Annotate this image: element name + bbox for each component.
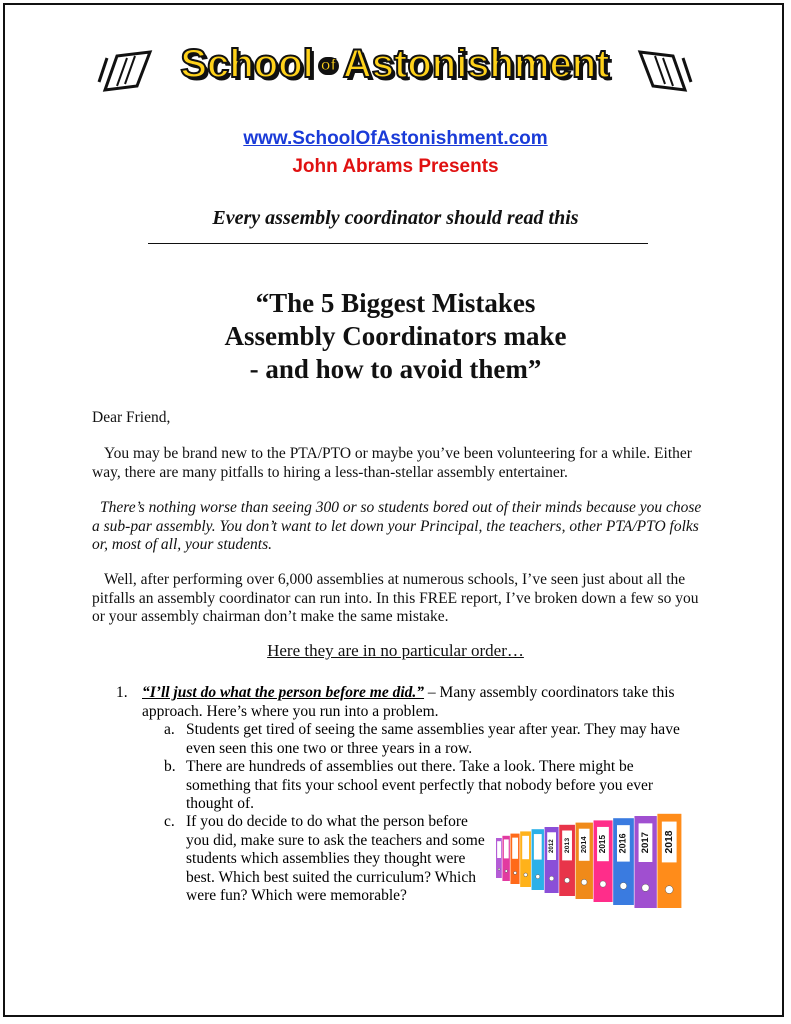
divider-line <box>148 243 648 244</box>
subitem-line: There are hundreds of assemblies out there. Take a look. There might be <box>186 758 634 775</box>
binder-label <box>512 838 518 859</box>
binder-finger-hole <box>549 876 554 881</box>
logo-text <box>155 42 635 87</box>
subitem-line: even seen this one two or three years in a row. <box>186 739 473 757</box>
binder-year-label: 2013 <box>563 837 571 854</box>
binder-spine <box>545 827 559 893</box>
title-line-3: - and how to avoid them” <box>249 354 542 384</box>
binder-finger-hole <box>620 882 627 889</box>
website-link[interactable]: www.SchoolOfAstonishment.com <box>243 128 548 149</box>
binder-label <box>522 836 529 859</box>
tagline: Every assembly coordinator should read this <box>212 207 579 229</box>
binder-spine <box>559 825 575 896</box>
title-line-2: Assembly Coordinators make <box>224 321 567 351</box>
book-pages-right-icon <box>635 46 695 96</box>
binder-finger-hole <box>524 873 528 877</box>
binder-finger-hole <box>536 875 540 879</box>
title-line-1: “The 5 Biggest Mistakes <box>255 288 536 318</box>
binder-spine <box>532 829 544 890</box>
subitem-line: you did, make sure to ask the teachers and some <box>186 831 485 849</box>
logo-word-astonishment: Astonishment <box>342 42 610 86</box>
list-number: 1. <box>116 684 128 701</box>
binder-label <box>534 834 542 860</box>
logo-word-school: School <box>180 42 314 86</box>
binder-year-label: 2014 <box>579 836 589 854</box>
school-of-astonishment-logo <box>95 38 695 104</box>
subitem-line: were fun? Which were memorable? <box>186 887 407 904</box>
subitem-letter: b. <box>164 758 176 775</box>
logo-word-of: of <box>318 57 339 75</box>
paragraph-1: You may be brand new to the PTA/PTO or maybe you’ve been volunteering for a while. Either way, there are many pitfalls to hiring a less-than-stellar assembly entertainer. <box>92 445 692 481</box>
paragraph-2: There’s nothing worse than seeing 300 or so students bored out of their minds because you chose a sub-par assembly. You don’t want to let down your Principal, the teachers, other PTA/PTO folks or, most of all, your students. <box>92 499 702 553</box>
binder-year-label: 2017 <box>640 831 652 854</box>
subitem-line: students which assemblies they thought were <box>186 850 466 867</box>
binder-finger-hole <box>514 871 517 874</box>
presenter-line: John Abrams Presents <box>292 156 499 177</box>
list-item-text: – Many assembly coordinators take this approach. Here’s where you run into a problem. <box>142 684 675 720</box>
binder-finger-hole <box>581 879 587 885</box>
list-item-lead: “I’ll just do what the person before me did.” <box>142 684 425 701</box>
binder-spine <box>496 838 502 878</box>
binder-spine <box>613 818 634 905</box>
greeting: Dear Friend, <box>92 409 171 426</box>
subitem-text <box>186 813 485 906</box>
paragraph-3: Well, after performing over 6,000 assemblies at numerous schools, I’ve seen just about all the pitfalls an assembly coordinator can run into. In this FREE report, I’ve broken down a few so you or your assembly chairman don’t make the same mistake. <box>92 571 699 625</box>
binder-year-label: 2012 <box>548 839 556 853</box>
binder-year-label: 2016 <box>617 833 628 854</box>
list-item <box>142 684 702 721</box>
binder-spine <box>510 834 519 884</box>
binder-spine <box>634 816 656 908</box>
binder-spine <box>657 814 681 908</box>
binders-illustration <box>496 808 682 908</box>
report-title <box>0 287 791 386</box>
binder-finger-hole <box>498 868 500 870</box>
subitem-line: something that fits your school event perfectly that nobody before you ever <box>186 776 654 794</box>
subitem-line: thought of. <box>186 795 255 812</box>
binder-spine <box>594 820 613 902</box>
subitem-line: If you do decide to do what the person before <box>186 813 468 830</box>
binder-label <box>497 841 501 858</box>
binder-spine <box>576 823 593 899</box>
binder-finger-hole <box>600 881 606 887</box>
section-heading: Here they are in no particular order… <box>267 641 524 660</box>
book-pages-left-icon <box>95 46 155 96</box>
binder-spine <box>520 831 531 887</box>
subitem-line: best. Which best suited the curriculum? Which <box>186 868 476 886</box>
binder-year-label: 2015 <box>598 834 608 854</box>
binder-finger-hole <box>505 870 508 873</box>
binder-label <box>504 839 509 858</box>
subitem-letter: c. <box>164 813 175 830</box>
subitem-text <box>186 758 653 814</box>
subitem-text <box>186 721 680 758</box>
binder-finger-hole <box>564 878 569 883</box>
binder-finger-hole <box>642 884 649 891</box>
binder-year-label: 2018 <box>663 830 675 854</box>
subitem-line: Students get tired of seeing the same assemblies year after year. They may have <box>186 721 680 738</box>
binder-finger-hole <box>665 886 673 894</box>
binder-spine <box>502 836 509 881</box>
subitem-letter: a. <box>164 721 175 738</box>
